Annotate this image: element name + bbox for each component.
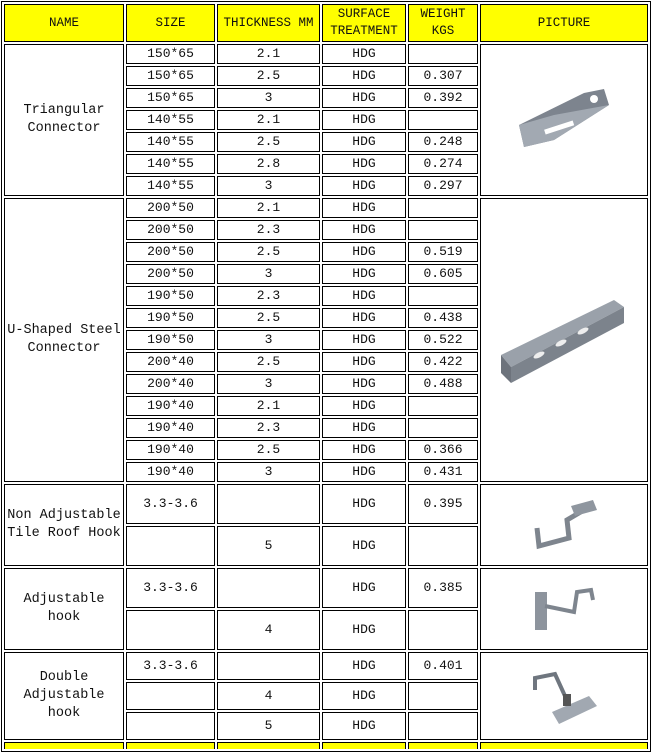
thickness-cell: 2.3 [217, 418, 320, 438]
thickness-cell: 2.5 [217, 132, 320, 152]
header-row [4, 4, 648, 42]
weight-cell: 0.519 [408, 242, 478, 262]
surface-cell: HDG [322, 610, 406, 650]
weight-cell [408, 286, 478, 306]
weight-cell [408, 526, 478, 566]
product-name: U-Shaped Steel Connector [4, 198, 124, 482]
product-name: Triangular Connector [4, 44, 124, 196]
thickness-cell: 2.5 [217, 352, 320, 372]
size-cell: 140*55 [126, 176, 215, 196]
surface-cell: HDG [322, 176, 406, 196]
size-cell: 140*55 [126, 154, 215, 174]
weight-cell: 0.422 [408, 352, 478, 372]
surface-cell: HDG [322, 88, 406, 108]
thickness-cell [217, 652, 320, 680]
thickness-cell: 3 [217, 374, 320, 394]
tile-roof-hook-image [480, 484, 648, 566]
size-cell: 150*65 [126, 88, 215, 108]
header-thickness: THICKNESS MM [217, 4, 320, 42]
surface-cell: HDG [322, 712, 406, 740]
size-cell: 200*50 [126, 198, 215, 218]
product-spec-table [1, 1, 651, 752]
weight-cell: 0.297 [408, 176, 478, 196]
thickness-cell: 5 [217, 526, 320, 566]
thickness-cell: 4 [217, 682, 320, 710]
weight-cell [408, 418, 478, 438]
footer-cell [217, 742, 320, 749]
surface-cell: HDG [322, 264, 406, 284]
triangular-connector-image [480, 44, 648, 196]
size-cell: 190*40 [126, 396, 215, 416]
weight-cell [408, 220, 478, 240]
weight-cell: 0.307 [408, 66, 478, 86]
surface-cell: HDG [322, 652, 406, 680]
size-cell: 200*50 [126, 264, 215, 284]
header-name: NAME [4, 4, 124, 42]
size-cell: 150*65 [126, 66, 215, 86]
thickness-cell: 2.5 [217, 440, 320, 460]
thickness-cell: 3 [217, 88, 320, 108]
thickness-cell: 2.5 [217, 242, 320, 262]
size-cell [126, 712, 215, 740]
adjustable-hook-image [480, 568, 648, 650]
header-surface: SURFACE TREATMENT [322, 4, 406, 42]
surface-cell: HDG [322, 154, 406, 174]
surface-cell: HDG [322, 682, 406, 710]
thickness-cell: 2.1 [217, 396, 320, 416]
double-adjustable-hook-image [480, 652, 648, 740]
thickness-cell: 2.1 [217, 110, 320, 130]
weight-cell: 0.395 [408, 484, 478, 524]
table-row [4, 198, 648, 218]
footer-cell [4, 742, 124, 749]
surface-cell: HDG [322, 526, 406, 566]
thickness-cell: 2.1 [217, 44, 320, 64]
size-cell: 140*55 [126, 132, 215, 152]
weight-cell [408, 712, 478, 740]
product-name: Double Adjustable hook [4, 652, 124, 740]
header-picture: PICTURE [480, 4, 648, 42]
surface-cell: HDG [322, 110, 406, 130]
table-row [4, 484, 648, 524]
footer-strip [4, 742, 648, 749]
thickness-cell: 3 [217, 462, 320, 482]
footer-cell [322, 742, 406, 749]
size-cell: 190*40 [126, 418, 215, 438]
weight-cell: 0.605 [408, 264, 478, 284]
weight-cell: 0.488 [408, 374, 478, 394]
size-cell: 140*55 [126, 110, 215, 130]
surface-cell: HDG [322, 352, 406, 372]
size-cell: 3.3-3.6 [126, 652, 215, 680]
weight-cell [408, 610, 478, 650]
thickness-cell [217, 568, 320, 608]
surface-cell: HDG [322, 568, 406, 608]
size-cell: 150*65 [126, 44, 215, 64]
product-name: Non Adjustable Tile Roof Hook [4, 484, 124, 566]
surface-cell: HDG [322, 44, 406, 64]
weight-cell [408, 44, 478, 64]
weight-cell: 0.438 [408, 308, 478, 328]
footer-cell [126, 742, 215, 749]
size-cell: 200*40 [126, 374, 215, 394]
table-row [4, 44, 648, 64]
surface-cell: HDG [322, 374, 406, 394]
surface-cell: HDG [322, 286, 406, 306]
size-cell: 190*50 [126, 286, 215, 306]
surface-cell: HDG [322, 220, 406, 240]
thickness-cell: 3 [217, 330, 320, 350]
footer-cell [408, 742, 478, 749]
thickness-cell: 2.3 [217, 220, 320, 240]
weight-cell [408, 396, 478, 416]
surface-cell: HDG [322, 66, 406, 86]
surface-cell: HDG [322, 484, 406, 524]
thickness-cell: 5 [217, 712, 320, 740]
thickness-cell: 2.5 [217, 66, 320, 86]
size-cell: 190*40 [126, 462, 215, 482]
size-cell [126, 526, 215, 566]
table-row [4, 652, 648, 680]
table-row [4, 568, 648, 608]
size-cell: 200*50 [126, 220, 215, 240]
weight-cell: 0.401 [408, 652, 478, 680]
surface-cell: HDG [322, 330, 406, 350]
surface-cell: HDG [322, 418, 406, 438]
thickness-cell: 3 [217, 264, 320, 284]
size-cell [126, 682, 215, 710]
weight-cell: 0.385 [408, 568, 478, 608]
weight-cell: 0.522 [408, 330, 478, 350]
thickness-cell: 4 [217, 610, 320, 650]
size-cell: 190*40 [126, 440, 215, 460]
u-shaped-connector-image [480, 198, 648, 482]
thickness-cell: 2.1 [217, 198, 320, 218]
size-cell: 190*50 [126, 308, 215, 328]
thickness-cell: 2.3 [217, 286, 320, 306]
size-cell: 3.3-3.6 [126, 484, 215, 524]
header-weight: WEIGHT KGS [408, 4, 478, 42]
surface-cell: HDG [322, 396, 406, 416]
weight-cell [408, 198, 478, 218]
weight-cell [408, 110, 478, 130]
surface-cell: HDG [322, 132, 406, 152]
weight-cell [408, 682, 478, 710]
size-cell: 3.3-3.6 [126, 568, 215, 608]
thickness-cell: 2.8 [217, 154, 320, 174]
surface-cell: HDG [322, 440, 406, 460]
footer-cell [480, 742, 648, 749]
weight-cell: 0.366 [408, 440, 478, 460]
weight-cell: 0.431 [408, 462, 478, 482]
thickness-cell: 3 [217, 176, 320, 196]
surface-cell: HDG [322, 308, 406, 328]
size-cell: 190*50 [126, 330, 215, 350]
size-cell [126, 610, 215, 650]
header-size: SIZE [126, 4, 215, 42]
weight-cell: 0.274 [408, 154, 478, 174]
surface-cell: HDG [322, 242, 406, 262]
surface-cell: HDG [322, 198, 406, 218]
size-cell: 200*40 [126, 352, 215, 372]
thickness-cell: 2.5 [217, 308, 320, 328]
size-cell: 200*50 [126, 242, 215, 262]
weight-cell: 0.392 [408, 88, 478, 108]
surface-cell: HDG [322, 462, 406, 482]
thickness-cell [217, 484, 320, 524]
product-name: Adjustable hook [4, 568, 124, 650]
weight-cell: 0.248 [408, 132, 478, 152]
